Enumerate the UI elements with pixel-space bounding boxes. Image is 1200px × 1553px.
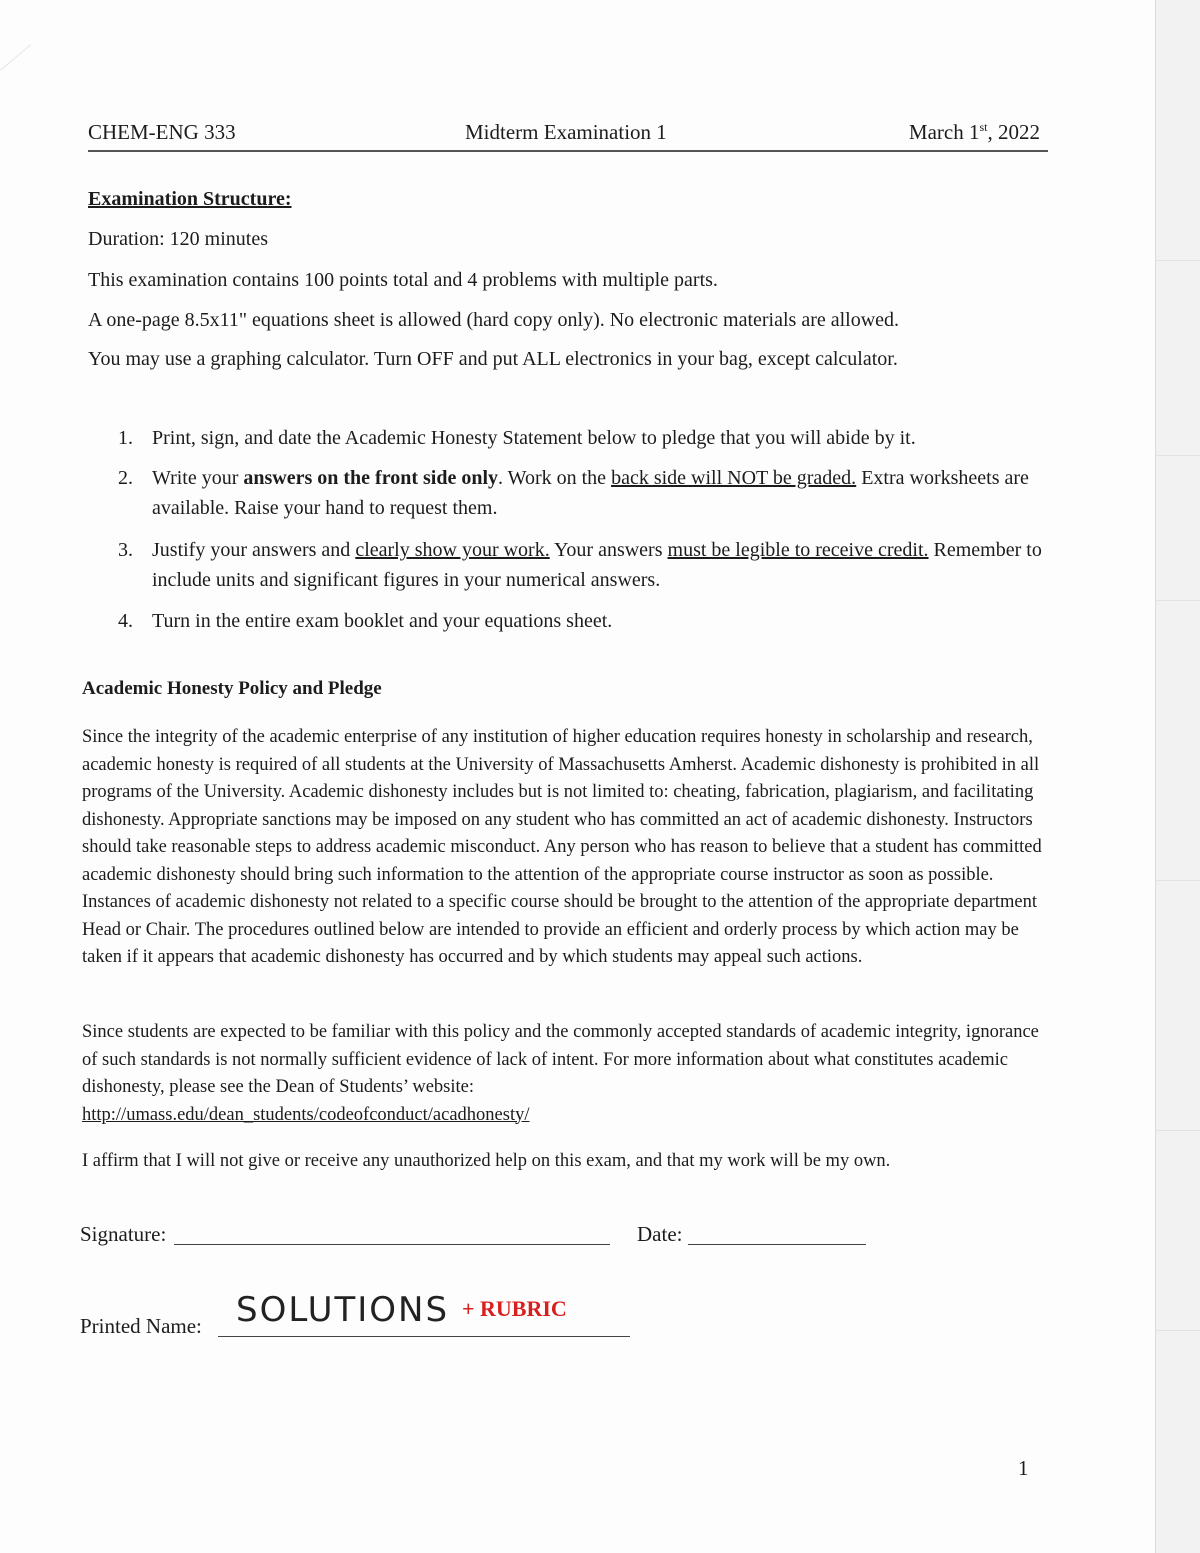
instruction-text-part: . Work on the [498,467,612,489]
scan-edge-line [1156,600,1200,601]
instruction-text-part: Your answers [549,539,668,561]
instruction-text [152,463,1048,523]
signature-label: Signature: [80,1222,167,1246]
equation-sheet-line: A one-page 8.5x11" equations sheet is allowed (hard copy only). No electronic materials are allowed. [88,309,900,331]
instruction-text-part: Write your [152,467,244,489]
instruction-item [118,463,1048,525]
page-number: 1 [1018,1456,1029,1480]
instruction-text-part: Justify your answers and [152,539,356,561]
calculator-line: You may use a graphing calculator. Turn OFF and put ALL electronics in your bag, except calculator. [88,348,898,370]
instruction-item [118,423,1048,455]
rubric-note: + RUBRIC [462,1296,567,1321]
scan-corner-mark [0,44,70,116]
honesty-policy-link[interactable]: http://umass.edu/dean_students/codeofconduct/acadhonesty/ [82,1104,530,1125]
instruction-text: Print, sign, and date the Academic Honesty Statement below to pledge that you will abide by it. [152,427,916,449]
structure-title: Examination Structure: [88,188,292,210]
exam-date-month: March 1 [908,120,980,144]
instruction-bold-text: answers on the front side only [243,467,499,489]
policy-paragraph [82,1019,1042,1129]
policy-paragraph-text: Since students are expected to be familiar with this policy and the commonly accepted standards of academic integrity, ignorance of such standards is not normally sufficient evidence of lack of intent. For more information about what constitutes academic dishonesty, please see the Dean of Students’ website: [82,1022,1039,1097]
course-code: CHEM-ENG 333 [88,120,236,144]
instruction-underlined-text: clearly show your work. [355,539,550,561]
signature-line[interactable] [174,1244,610,1245]
date-line[interactable] [688,1244,866,1245]
printed-name-label: Printed Name: [80,1314,202,1338]
scan-edge-line [1156,260,1200,261]
exam-date-suffix: st [979,120,988,134]
exam-title: Midterm Examination 1 [465,120,667,144]
instruction-number: 3. [118,539,133,561]
scan-edge-line [1156,1130,1200,1131]
points-line: This examination contains 100 points total and 4 problems with multiple parts. [88,269,718,291]
instruction-item [118,535,1048,597]
instruction-text [152,535,1048,595]
exam-date [909,120,1040,145]
page-header [88,118,1048,152]
instruction-number: 2. [118,467,133,489]
instruction-underlined-text: back side will NOT be graded. [611,467,857,489]
scan-edge-line [1156,880,1200,881]
scan-edge-line [1156,455,1200,456]
date-label: Date: [637,1222,683,1246]
exam-date-year: , 2022 [987,120,1040,144]
instruction-item [118,606,1048,638]
printed-name-line[interactable] [218,1336,630,1337]
scan-edge-strip [1155,0,1200,1553]
duration-line: Duration: 120 minutes [88,228,268,250]
instruction-text-part: Extra worksheets are available. Raise your hand to request them. [152,467,1029,519]
instruction-text-part: Remember to include units and significant figures in your numerical answers. [152,539,1042,591]
instruction-underlined-text: must be legible to receive credit. [667,539,929,561]
instruction-number: 1. [118,427,133,449]
instruction-number: 4. [118,610,133,632]
printed-name-handwriting: SOLUTIONS [236,1290,450,1330]
policy-title: Academic Honesty Policy and Pledge [82,678,382,699]
instruction-text: Turn in the entire exam booklet and your equations sheet. [152,610,613,632]
scan-edge-line [1156,1330,1200,1331]
policy-paragraph: Since the integrity of the academic enterprise of any institution of higher education requires honesty in scholarship and research, academic honesty is required of all students at the University of Massachusetts Amherst. Academic dishonesty is prohibited in all programs of the University. Academic dishonesty includes but is not limited to: cheating, fabrication, plagiarism, and facilitating dishonesty. Appropriate sanctions may be imposed on any student who has committed an act of academic dishonesty. Instructors should take reasonable steps to address academic misconduct. Any person who has reason to believe that a student has committed academic dishonesty should bring such information to the attention of the appropriate course instructor as soon as possible. Instances of academic dishonesty not related to a specific course should be brought to the attention of the appropriate department Head or Chair. The procedures outlined below are intended to provide an efficient and orderly process by which action may be taken if it appears that academic dishonesty has occurred and by which students may appeal such actions. [82,727,1042,967]
affirmation-text: I affirm that I will not give or receive any unauthorized help on this exam, and that my work will be my own. [82,1151,891,1171]
